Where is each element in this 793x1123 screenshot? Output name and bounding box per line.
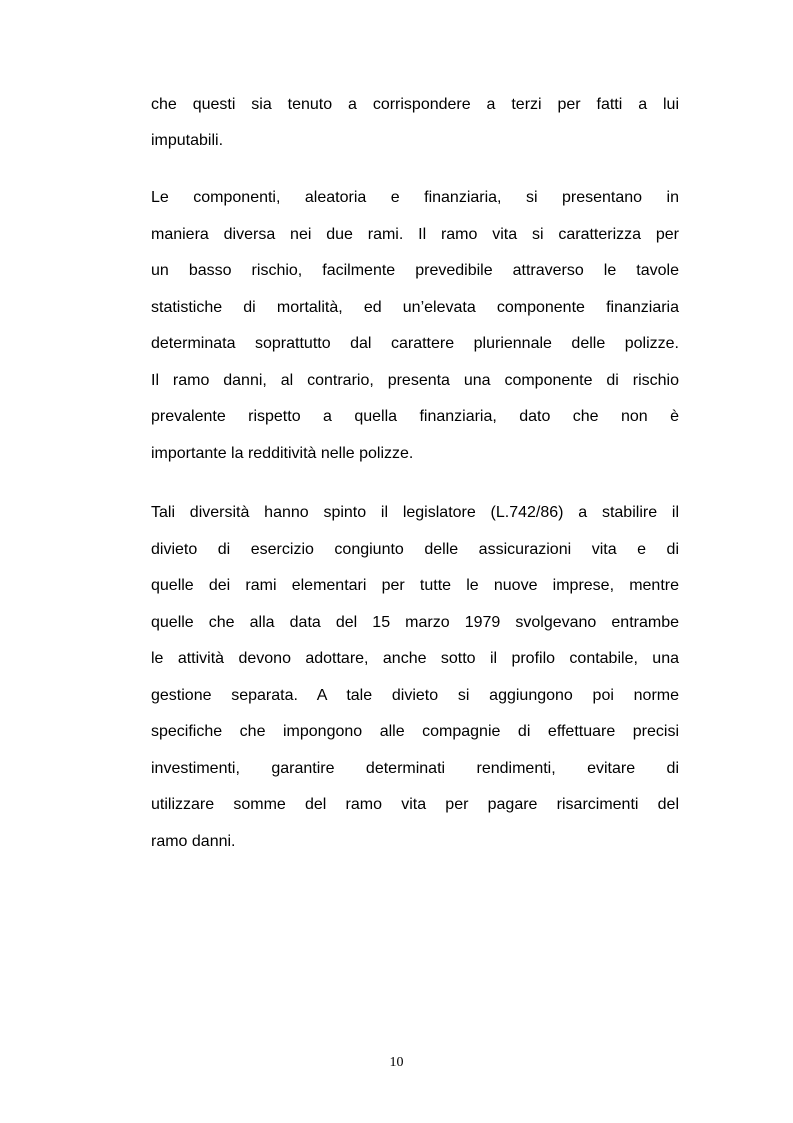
text-line: Il ramo danni, al contrario, presenta una componente di rischio	[151, 372, 679, 389]
text-line: che questi sia tenuto a corrispondere a terzi per fatti a lui	[151, 96, 679, 113]
text-line: quelle che alla data del 15 marzo 1979 svolgevano entrambe	[151, 614, 679, 631]
text-line: Le componenti, aleatoria e finanziaria, si presentano in	[151, 189, 679, 206]
text-line: maniera diversa nei due rami. Il ramo vita si caratterizza per	[151, 226, 679, 243]
text-line: ramo danni.	[151, 833, 236, 850]
text-line: divieto di esercizio congiunto delle assicurazioni vita e di	[151, 541, 679, 558]
text-line: gestione separata. A tale divieto si aggiungono poi norme	[151, 687, 679, 704]
text-line: determinata soprattutto dal carattere pluriennale delle polizze.	[151, 335, 679, 352]
text-line: quelle dei rami elementari per tutte le nuove imprese, mentre	[151, 577, 679, 594]
text-line: imputabili.	[151, 132, 224, 149]
page-number: 10	[389, 1055, 404, 1070]
text-line: Tali diversità hanno spinto il legislatore (L.742/86) a stabilire il	[151, 504, 679, 521]
text-line: investimenti, garantire determinati rendimenti, evitare di	[151, 760, 679, 777]
text-line: le attività devono adottare, anche sotto il profilo contabile, una	[151, 650, 679, 667]
text-line: statistiche di mortalità, ed un’elevata componente finanziaria	[151, 299, 679, 316]
text-line: un basso rischio, facilmente prevedibile attraverso le tavole	[151, 262, 679, 279]
text-line: specifiche che impongono alle compagnie di effettuare precisi	[151, 723, 679, 740]
text-line: prevalente rispetto a quella finanziaria, dato che non è	[151, 408, 679, 425]
text-line: importante la redditività nelle polizze.	[151, 445, 414, 462]
text-line: utilizzare somme del ramo vita per pagare risarcimenti del	[151, 796, 679, 813]
